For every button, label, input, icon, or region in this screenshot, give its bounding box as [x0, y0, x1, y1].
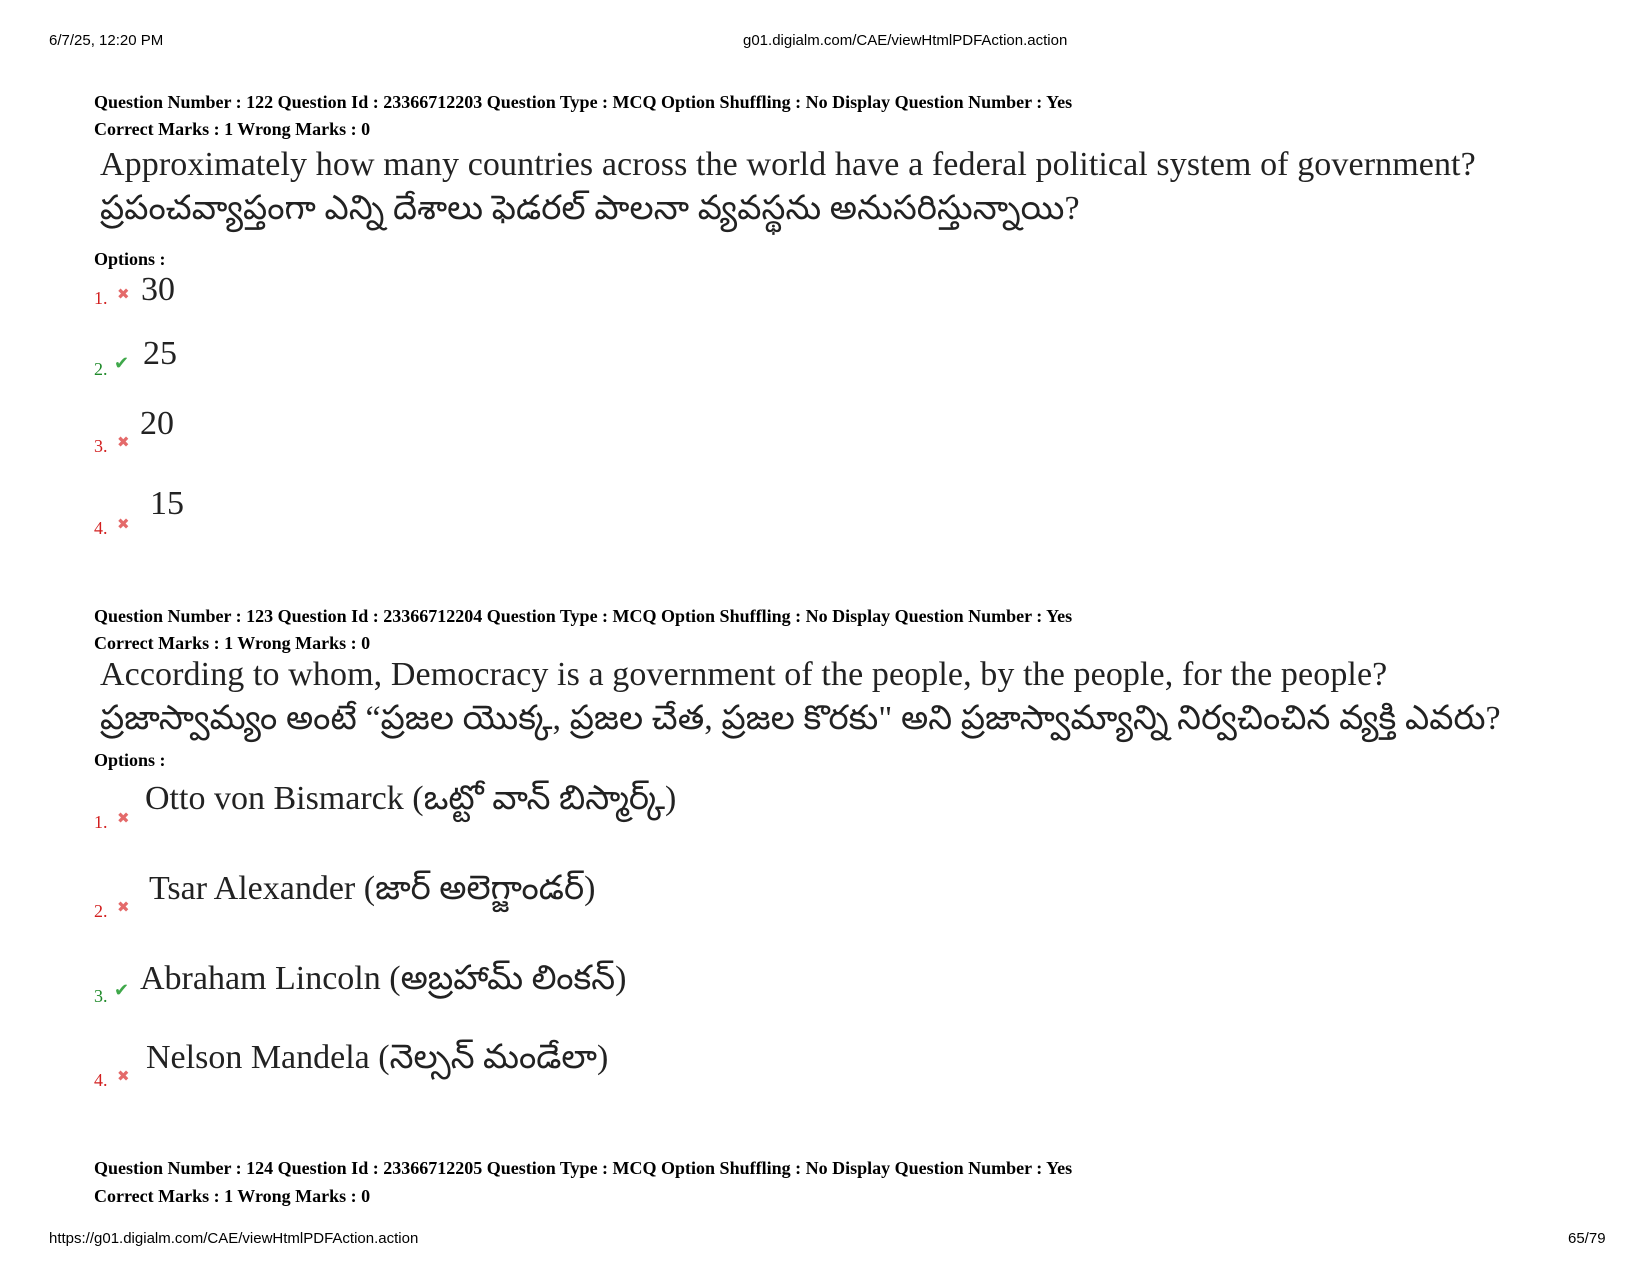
option-text: Otto von Bismarck (ఒట్టో వాన్ బిస్మార్క్) — [145, 780, 677, 817]
option-text: 25 — [143, 335, 177, 372]
cross-icon: ✖ — [117, 898, 130, 916]
option-text: Nelson Mandela (నెల్సన్ మండేలా) — [146, 1039, 609, 1076]
question-text-english: Approximately how many countries across the world have a federal political system of government? — [100, 146, 1476, 183]
print-datetime: 6/7/25, 12:20 PM — [49, 32, 164, 49]
cross-icon: ✖ — [117, 515, 130, 533]
question-text-telugu: ప్రజాస్వామ్యం అంటే “ప్రజల యొక్క, ప్రజల చేత, ప్రజల కొరకు" అని ప్రజాస్వామ్యాన్ని నిర్వచించిన వ్యక్తి ఎవరు? — [100, 700, 1501, 737]
question-marks: Correct Marks : 1 Wrong Marks : 0 — [94, 119, 371, 139]
option-text: Tsar Alexander (జార్ అలెగ్జాండర్) — [149, 870, 596, 907]
option-number: 1. — [94, 288, 108, 308]
cross-icon: ✖ — [117, 1067, 130, 1085]
option-text: 15 — [150, 485, 184, 522]
option-number: 3. — [94, 986, 108, 1006]
question-meta: Question Number : 122 Question Id : 23366712203 Question Type : MCQ Option Shuffling : No Display Question Number : Yes — [94, 92, 1073, 112]
option-text: 30 — [141, 271, 175, 308]
option-number: 1. — [94, 812, 108, 832]
question-text-telugu: ప్రపంచవ్యాప్తంగా ఎన్ని దేశాలు ఫెడరల్ పాలనా వ్యవస్థను అనుసరిస్తున్నాయి? — [100, 190, 1080, 227]
question-meta: Question Number : 124 Question Id : 23366712205 Question Type : MCQ Option Shuffling : No Display Question Number : Yes — [94, 1158, 1073, 1178]
question-marks: Correct Marks : 1 Wrong Marks : 0 — [94, 633, 371, 653]
question-text-english: According to whom, Democracy is a government of the people, by the people, for the people? — [100, 656, 1388, 693]
option-text: Abraham Lincoln (అబ్రహామ్ లింకన్) — [140, 960, 627, 997]
option-number: 2. — [94, 901, 108, 921]
options-label: Options : — [94, 249, 166, 269]
cross-icon: ✖ — [117, 809, 130, 827]
options-label: Options : — [94, 750, 166, 770]
print-footer-url: https://g01.digialm.com/CAE/viewHtmlPDFAction.action — [49, 1230, 419, 1247]
check-icon: ✔ — [114, 980, 130, 1001]
option-number: 4. — [94, 518, 108, 538]
option-number: 3. — [94, 436, 108, 456]
print-page-url: g01.digialm.com/CAE/viewHtmlPDFAction.action — [743, 32, 1068, 49]
question-meta: Question Number : 123 Question Id : 23366712204 Question Type : MCQ Option Shuffling : No Display Question Number : Yes — [94, 606, 1073, 626]
option-text: 20 — [140, 405, 174, 442]
option-number: 4. — [94, 1070, 108, 1090]
cross-icon: ✖ — [117, 433, 130, 451]
page-number: 65/79 — [1568, 1230, 1606, 1247]
option-number: 2. — [94, 359, 108, 379]
check-icon: ✔ — [114, 353, 130, 374]
cross-icon: ✖ — [117, 285, 130, 303]
question-marks: Correct Marks : 1 Wrong Marks : 0 — [94, 1186, 371, 1206]
